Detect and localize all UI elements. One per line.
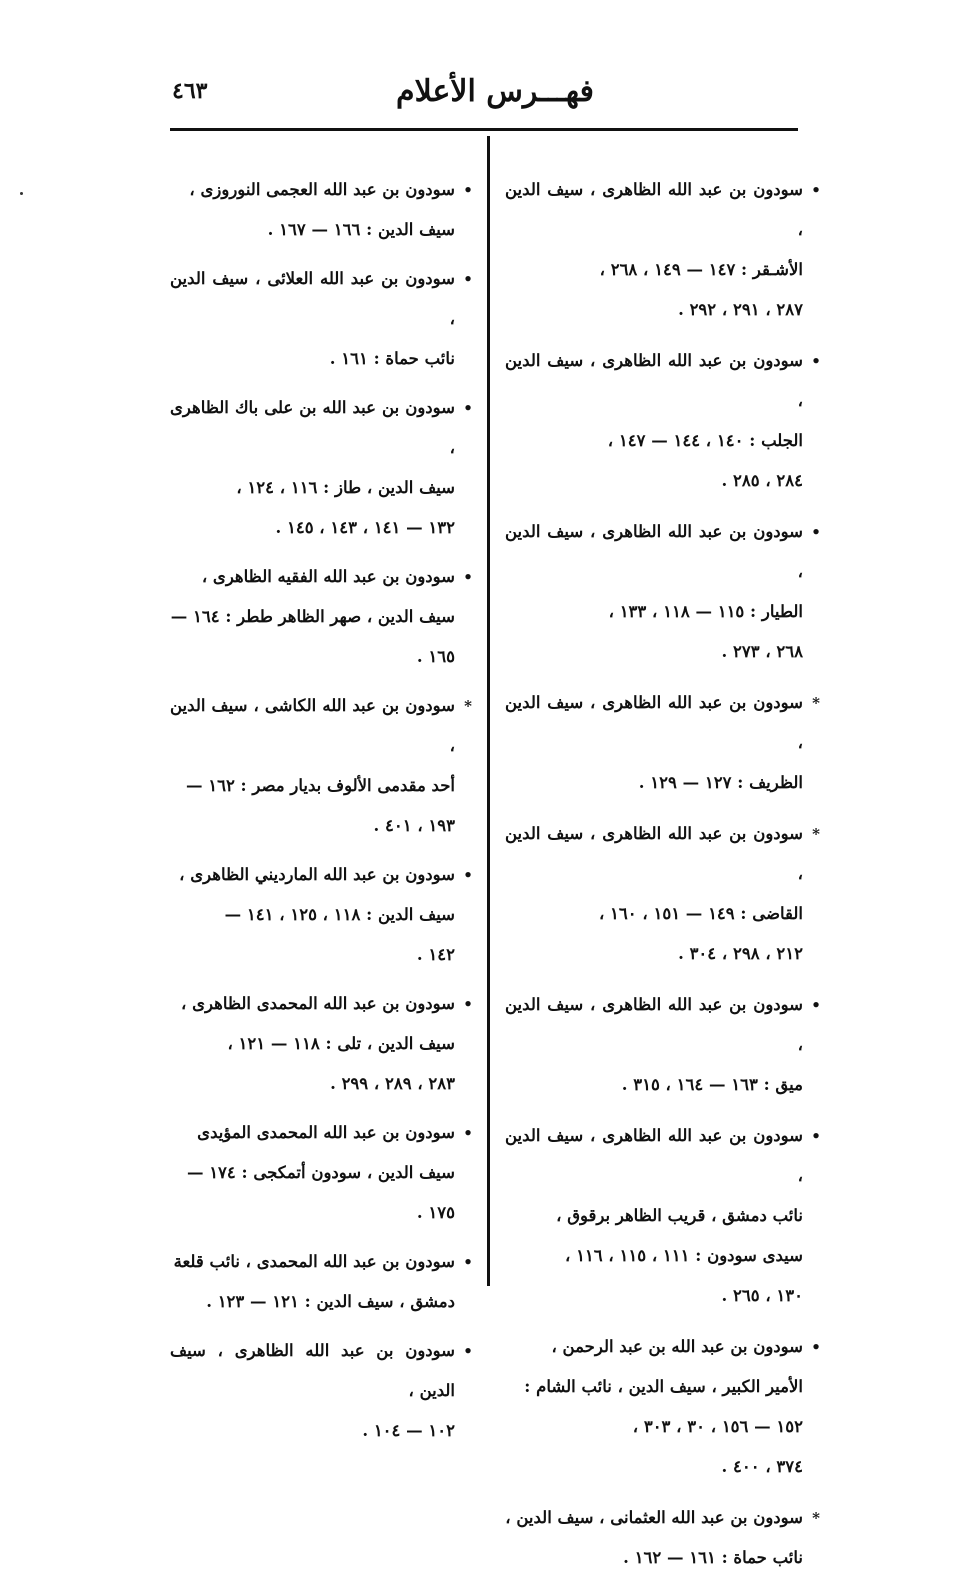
bullet-marker: • [811,1127,821,1145]
index-entry [170,557,475,677]
index-entry-text: سودون بن عبد الله بن على باك الظاهرى ، سيف الدين ، طاز : ١١٦ ، ١٢٤ ، ١٣٢ — ١٤١ ، ١٤٣ ، ١٤٥ . [170,398,455,537]
index-entry-text: سودون بن عبد الله العلائى ، سيف الدين ، نائب حماة : ١٦١ . [170,269,455,368]
index-entry-text: سودون بن عبد الله المحمدى ، نائب قلعة دمشق ، سيف الدين : ١٢١ — ١٢٣ . [173,1252,455,1311]
index-entry-text: سودون بن عبد الله العثمانى ، سيف الدين ، نائب حماة : ١٦١ — ١٦٢ . [505,1508,803,1567]
bullet-marker: • [463,399,473,417]
index-entry [505,814,823,974]
index-entry-text: سودون بن عبد الله بن عبد الرحمن ، الأمير الكبير ، سيف الدين ، نائب الشام : ١٥٢ — ١٥٦ ، ٣٠ ، ٣٠٣ ، ٣٧٤ ، ٤٠٠ . [524,1337,803,1476]
index-entry-text: سودون بن عبد الله المارديني الظاهرى ، سيف الدين : ١١٨ ، ١٢٥ ، ١٤١ — ١٤٢ . [179,865,455,964]
index-entry-text: سودون بن عبد الله الفقيه الظاهرى ، سيف الدين ، صهر الظاهر ططر : ١٦٤ — ١٦٥ . [170,567,455,666]
bullet-marker: • [811,352,821,370]
index-entry [505,985,823,1105]
index-entry [170,686,475,846]
index-entry-text: سودون بن عبد الله العجمى النوروزى ، سيف الدين : ١٦٦ — ١٦٧ . [189,180,455,239]
index-entry-text: سودون بن عبد الله الظاهرى ، سيف الدين ، الطيار : ١١٥ — ١١٨ ، ١٣٣ ، ٢٦٨ ، ٢٧٣ . [505,522,803,661]
bullet-marker: • [811,1338,821,1356]
index-entry [170,388,475,548]
bullet-marker: • [811,523,821,541]
index-entry-text: سودون بن عبد الله الظاهرى ، سيف الدين ، الأشـقر : ١٤٧ — ١٤٩ ، ٢٦٨ ، ٢٨٧ ، ٢٩١ ، ٢٩٢ . [505,180,803,319]
bullet-marker: • [463,995,473,1013]
index-entry [170,259,475,379]
bullet-marker: • [463,1253,473,1271]
bullet-marker: • [463,568,473,586]
index-entry [505,512,823,672]
asterisk-marker: * [812,825,820,843]
index-entry [170,1331,475,1451]
index-entry [505,1498,823,1578]
index-entry-text: سودون بن عبد الله الظاهرى ، سيف الدين ، نائب دمشق ، قريب الظاهر برقوق ، سيدى سودون : ١١١ ، ١١٥ ، ١١٦ ، ١٣٠ ، ٢٦٥ . [505,1126,803,1305]
index-entry-text: سودون بن عبد الله الظاهرى ، سيف الدين ، الجلب : ١٤٠ ، ١٤٤ — ١٤٧ ، ٢٨٤ ، ٢٨٥ . [505,351,803,490]
index-column-right [505,170,823,1589]
page-title: فهـــرس الأعلام [396,74,594,109]
asterisk-marker: * [464,697,472,715]
index-entry-text: سودون بن عبد الله الظاهرى ، سيف الدين ، القاضى : ١٤٩ — ١٥١ ، ١٦٠ ، ٢١٢ ، ٢٩٨ ، ٣٠٤ . [505,824,803,963]
index-entry-text: سودون بن عبد الله الكاشى ، سيف الدين ، أحد مقدمى الألوف بديار مصر : ١٦٢ — ١٩٣ ، ٤٠١ . [170,696,455,835]
index-column-left [170,170,475,1460]
asterisk-marker: * [812,1509,820,1527]
bullet-marker: • [463,1124,473,1142]
index-entry-text: سودون بن عبد الله الظاهرى ، سيف الدين ، الظريف : ١٢٧ — ١٢٩ . [505,693,803,792]
index-entry [170,1113,475,1233]
stray-mark [20,192,23,195]
index-entry [505,683,823,803]
bullet-marker: • [811,996,821,1014]
index-entry [505,1327,823,1487]
bullet-marker: • [463,270,473,288]
index-entry [505,1116,823,1316]
index-entry-text: سودون بن عبد الله الظاهرى ، سيف الدين ، ميق : ١٦٣ — ١٦٤ ، ٣١٥ . [505,995,803,1094]
index-entry [170,984,475,1104]
bullet-marker: • [463,181,473,199]
index-entry [170,1242,475,1322]
bullet-marker: • [463,1342,473,1360]
column-divider [487,136,490,1286]
index-entry [505,341,823,501]
index-entry-text: سودون بن عبد الله المحمدى المؤيدى سيف الدين ، سودون أتمكجى : ١٧٤ — ١٧٥ . [186,1123,455,1222]
index-entry [505,170,823,330]
index-entry [170,855,475,975]
index-entry [170,170,475,250]
page-number: ٤٦٣ [172,78,208,104]
bullet-marker: • [811,181,821,199]
header-rule [170,128,798,131]
bullet-marker: • [463,866,473,884]
index-entry-text: سودون بن عبد الله الظاهرى ، سيف الدين ، ١٠٢ — ١٠٤ . [170,1341,455,1440]
asterisk-marker: * [812,694,820,712]
index-entry-text: سودون بن عبد الله المحمدى الظاهرى ، سيف الدين ، تلى : ١١٨ — ١٢١ ، ٢٨٣ ، ٢٨٩ ، ٢٩٩ . [181,994,455,1093]
